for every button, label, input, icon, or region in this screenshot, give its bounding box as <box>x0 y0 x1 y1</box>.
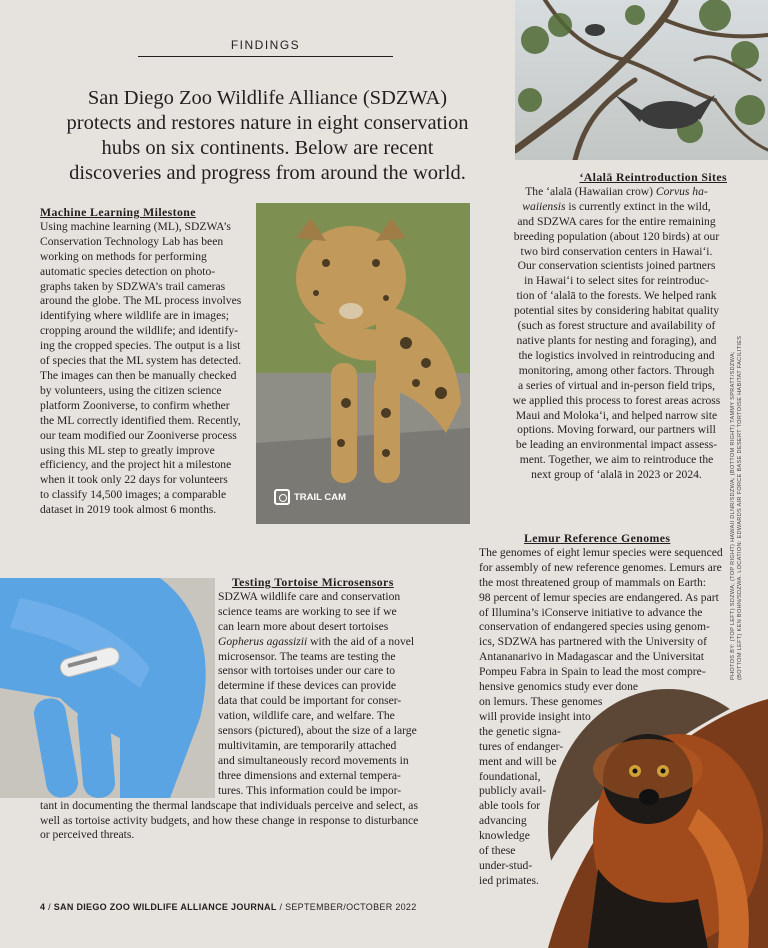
page-number: 4 <box>40 902 46 912</box>
ml-text-line: working on methods for performing <box>40 249 207 263</box>
headline-line: protects and restores nature in eight conservation <box>66 112 469 134</box>
ml-text-line: ing the cropped species. The output is a list <box>40 339 241 353</box>
lemur-text-line: The genomes of eight lemur species were sequenced <box>479 545 723 559</box>
tortoise-text-line: science teams are working to see if we <box>218 604 397 618</box>
lemur-text-line: the genetic signa- <box>479 724 561 738</box>
tortoise-text-line: tant in documenting the thermal landscape that individuals perceive and select, as <box>40 798 418 812</box>
ml-text-line: automatic species detection on photo- <box>40 264 216 278</box>
alala-text-line: and SDZWA cares for the entire remaining <box>517 214 716 228</box>
alala-text-line: options. Moving forward, our partners will <box>517 423 716 437</box>
lemur-text-line: the most threatened group of mammals on Earth: <box>479 575 706 589</box>
lemur-text-line: will provide insight into <box>479 709 591 723</box>
section-label: FINDINGS <box>230 38 301 52</box>
tortoise-heading: Testing Tortoise Microsensors <box>232 575 394 589</box>
ml-text-line: cropping around the wildlife; and identify- <box>40 324 239 338</box>
lemur-text-line: conservation of endangered species using genom- <box>479 620 710 634</box>
headline-line: discoveries and progress from around the world. <box>69 162 466 184</box>
alala-text-line: ment. Together, we aim to reintroduce the <box>519 453 714 467</box>
tortoise-text-line: or perceived threats. <box>40 828 135 842</box>
lemur-text-line: hensive genomics study ever done <box>479 680 639 694</box>
alala-text-line: a series of virtual and in-person field trips, <box>517 378 716 392</box>
alala-image <box>515 0 768 160</box>
ml-text-line: platform Zooniverse, to confirm whether <box>40 398 230 412</box>
trail-cam-label: TRAIL CAM <box>294 491 347 503</box>
issue-date: SEPTEMBER/OCTOBER 2022 <box>285 902 417 912</box>
tortoise-text-line: SDZWA wildlife care and conservation <box>218 589 401 603</box>
ml-text-line: of species that the ML system has detected. <box>40 354 242 368</box>
ml-text-line: using this ML step to greatly improve <box>40 443 215 457</box>
ml-text-line: to classify 14,500 images; a comparable <box>40 488 227 502</box>
ml-text-line: by volunteers, using the citizen science <box>40 383 222 397</box>
headline <box>40 86 495 186</box>
lemur-text-line: of these <box>479 844 516 858</box>
lemur-text-line: able tools for <box>479 799 541 813</box>
alala-text-line: waiiensis is currently extinct in the wild, <box>522 199 711 213</box>
tortoise-text-line: vation, wildlife care, and welfare. The <box>218 709 395 723</box>
alala-text-line: two bird conservation centers in Hawai‘i. <box>520 244 713 258</box>
alala-text-line: monitoring, among other factors. Through <box>518 363 715 377</box>
lemur-text-line: ics, SDZWA has partnered with the University of <box>479 635 707 649</box>
ml-text-line: dataset in 2019 took almost 6 months. <box>40 503 217 517</box>
alala-text-line: potential sites by considering habitat quality <box>513 304 720 318</box>
alala-text-line: native plants for nesting and foraging), and <box>516 333 717 347</box>
alala-text-line: in Hawai‘i to select sites for reintroduc- <box>524 274 709 288</box>
alala-text-line: the logistics involved in reintroducing and <box>518 348 715 362</box>
camera-icon <box>274 489 290 505</box>
alala-photo <box>515 0 768 160</box>
lemur-text-line: tures of endanger- <box>479 739 564 753</box>
tortoise-text-line: Gopherus agassizii with the aid of a novel <box>218 634 415 648</box>
alala-text-line: The ‘alalā (Hawaiian crow) Corvus ha- <box>525 184 708 198</box>
alala-text-line: breeding population (about 120 birds) at our <box>513 229 720 243</box>
tortoise-text-line: three dimensions and external tempera- <box>218 768 401 782</box>
ml-text-line: the ML correctly identified them. Recently, <box>40 413 241 427</box>
ml-text-line: identifying where wildlife are in images; <box>40 309 229 323</box>
alala-text-line: we applied this process to forest areas across <box>512 393 721 407</box>
lemur-heading: Lemur Reference Genomes <box>524 531 671 545</box>
ml-text-line: Conservation Technology Lab has been <box>40 234 224 248</box>
alala-text-line: next group of ‘alalā in 2023 or 2024. <box>531 468 702 482</box>
tortoise-text-line: data that could be important for conser- <box>218 694 402 708</box>
ml-text-line: when it took only 22 days for volunteers <box>40 473 228 487</box>
lemur-photo <box>538 689 768 948</box>
lemur-text-line: advancing <box>479 814 527 828</box>
footer <box>40 902 417 912</box>
headline-line: hubs on six continents. Below are recent <box>101 137 434 159</box>
tortoise-text-line: microsensor. The teams are testing the <box>218 649 396 663</box>
lemur-text-line: for assembly of new reference genomes. Lemurs are <box>479 560 722 574</box>
lemur-text-line: publicly avail- <box>479 784 547 798</box>
alala-text-line: Maui and Moloka‘i, and helped narrow site <box>515 408 718 422</box>
lemur-text-line: on lemurs. These genomes <box>479 694 603 708</box>
ml-text-line: around the globe. The ML process involves <box>40 294 242 308</box>
footer-sep: / <box>48 902 51 912</box>
lemur-text-line: knowledge <box>479 829 530 843</box>
tortoise-text-line: determine if these devices can provide <box>218 679 397 693</box>
alala-heading: ‘Alalā Reintroduction Sites <box>579 170 727 184</box>
ml-text-line: our team modified our Zooniverse process <box>40 428 237 442</box>
tortoise-text-line: multivitamin, are temporarily attached <box>218 738 397 752</box>
lemur-text-line: 98 percent of lemur species are endangered. As part <box>479 590 719 604</box>
trail-cam-badge <box>274 486 346 508</box>
alala-text-line: Our conservation scientists joined partners <box>517 259 716 273</box>
lemur-image <box>538 689 768 948</box>
tortoise-section <box>40 575 480 843</box>
lemur-text-line: ied primates. <box>479 873 539 887</box>
jaguar-image <box>256 203 470 524</box>
footer-sep: / <box>279 902 283 912</box>
ml-text-line: efficiency, and the project hit a milestone <box>40 458 232 472</box>
tortoise-text-line: tures. This information could be impor- <box>218 783 402 797</box>
tortoise-text-line: sensor with tortoises under our care to <box>218 664 396 678</box>
jaguar-photo <box>256 203 470 524</box>
photo-credit <box>730 330 744 680</box>
lemur-text-line: foundational, <box>479 769 541 783</box>
lemur-text-line: of Illumina’s iConserve initiative to advance the <box>479 605 703 619</box>
lemur-text-line: under-stud- <box>479 858 533 872</box>
ml-section <box>40 205 255 518</box>
ml-text-line: graphs taken by SDZWA’s trail cameras <box>40 279 226 293</box>
journal-title: SAN DIEGO ZOO WILDLIFE ALLIANCE JOURNAL <box>53 902 277 912</box>
alala-text-line: tion of ‘alalā to the forests. We helped rank <box>516 289 717 303</box>
lemur-text-line: Pompeu Fabra in Spain to lead the most compre- <box>479 665 706 679</box>
photo-credit-text: PHOTOS BY: (TOP LEFT) SDZWA; (TOP RIGHT) HAWAII DLNR/SDZWA; (BOTTOM RIGHT) TAMMY SPRATT/SDZWA; (BOTTOM LEFT) KEN BOHN/SDZWA. LOCATION: EDWARDS AIR FORCE BASE DESERT TORTOISE HABITAT FACILITIES <box>730 335 743 680</box>
tortoise-text-line: well as tortoise activity budgets, and how these change in response to disturbance <box>40 813 419 827</box>
ml-heading: Machine Learning Milestone <box>40 205 196 219</box>
lemur-text-line: Antananarivo in Madagascar and the Universitat <box>479 650 705 664</box>
section-rule <box>138 56 393 57</box>
lemur-text-line: ment and will be <box>479 754 557 768</box>
ml-text-line: Using machine learning (ML), SDZWA’s <box>40 219 231 233</box>
ml-text-line: The images can then be manually checked <box>40 368 237 382</box>
headline-line: San Diego Zoo Wildlife Alliance (SDZWA) <box>87 87 448 109</box>
tortoise-text-line: can learn more about desert tortoises <box>218 619 389 633</box>
tortoise-text-line: and simultaneously record movements in <box>218 753 409 767</box>
alala-text-line: be leading an environmental impact assess- <box>515 438 718 452</box>
alala-text-line: (such as forest structure and availability of <box>517 319 716 333</box>
tortoise-text-line: sensors (pictured), about the size of a large <box>218 724 417 738</box>
alala-section <box>506 170 727 483</box>
